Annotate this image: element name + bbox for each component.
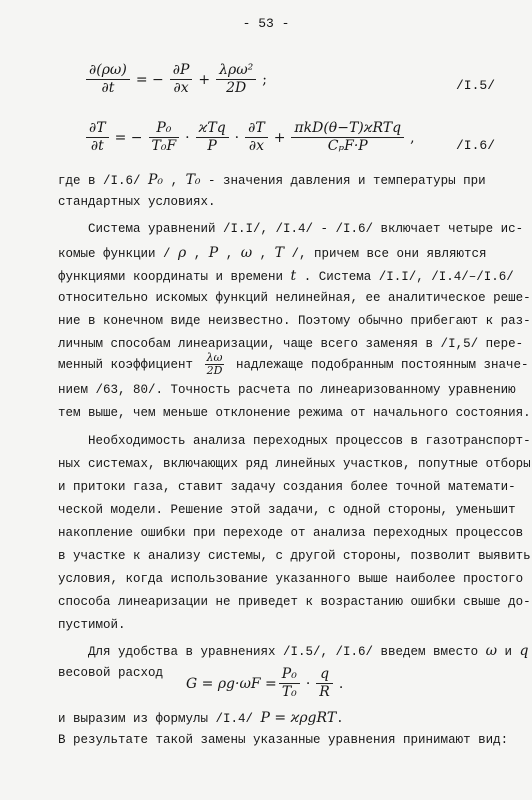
text-line-3: Система уравнений /I.I/, /I.4/ - /I.6/ включает четыре ис- xyxy=(58,222,524,236)
text-line-1: где в /I.6/ P₀ , T₀ - значения давления и температуры при xyxy=(58,172,486,188)
text-line-14: и притоки газа, ставит задачу создания более точной математи- xyxy=(58,480,516,494)
text-line-10: нием /63, 80/. Точность расчета по линеаризованному уравнению xyxy=(58,383,516,397)
eq6-term3: $\frac{\partial T}{\partial x}$ xyxy=(245,120,268,155)
text-line-15: ческой модели. Решение этой задачи, с одной стороны, уменьшит xyxy=(58,503,516,517)
equation-i5-ref: /I.5/ xyxy=(456,78,496,93)
text-line-13: ных системах, включающих ряд линейных участков, попутные отборы xyxy=(58,457,531,471)
text-line-4: комые функции / ρ , P , ω , T /, причем все они являются xyxy=(58,245,487,261)
text-line-18: условия, когда использование указанного выше наиболее простого xyxy=(58,572,524,586)
eqg-frac1: $\frac{\text{P₀}}{\text{T₀}}$ xyxy=(279,666,300,701)
eq5-term2: $\frac{\text{λρω²}}{2D}$ xyxy=(216,62,256,97)
text-line-16: накопление ошибки при переходе от анализа переходных процессов xyxy=(58,526,524,540)
equation-i6-ref: /I.6/ xyxy=(456,138,496,153)
text-line-11: тем выше, чем меньше отклонение режима от начального состояния. xyxy=(58,406,531,420)
text-line-12: Необходимость анализа переходных процессов в газотранспорт- xyxy=(58,434,531,448)
text-line-19: способа линеаризации не приведет к возрастанию ошибки свыше до- xyxy=(58,595,531,609)
text-line-17: в участке к анализу системы, с другой стороны, позволит выявить xyxy=(58,549,531,563)
eq6-term2: $\frac{\text{ϰTq}}{P}$ xyxy=(196,120,229,155)
page-number: - 53 - xyxy=(242,16,290,31)
text-line-24: В результате такой замены указанные уравнения принимают вид: xyxy=(58,733,509,747)
text-line-20: пустимой. xyxy=(58,618,126,632)
equation-g: G = ρg·ωF = $\frac{\text{P₀}}{\text{T₀}}$ · $\frac{q}{R}$ . xyxy=(186,666,344,700)
eq6-term4: $\frac{\text{πkD(θ−T)ϰRTq}}{\text{CₚF·P}}$ xyxy=(291,120,404,155)
text-line-6: относительно искомых функций нелинейная, ее аналитическое реше- xyxy=(58,291,531,305)
inline-fraction: $\frac{\lambda\omega}{2D}$ xyxy=(206,351,223,377)
text-line-7: ние в конечном виде неизвестно. Поэтому обычно прибегают к раз- xyxy=(58,314,531,328)
equation-i6: $\frac{\partial T}{\partial t}$ = − $\frac{\text{P₀}}{\text{T₀F}}$ · $\frac{\text{ϰTq}}{P}$ · $\frac{\partial T}{\partial x}$ + $\frac{\text{πkD(θ−T)ϰRTq}}{\text{CₚF·P}}$ , xyxy=(84,120,419,155)
equation-i5: $\frac{\partial(\rho\omega)}{\partial t}$ = − $\frac{\partial P}{\partial x}$ + $\frac{\text{λρω²}}{2D}$ ; xyxy=(84,62,271,97)
text-line-5: функциями координаты и времени t . Система /I.I/, /I.4/–/I.6/ xyxy=(58,268,514,284)
eq6-term1: $\frac{\text{P₀}}{\text{T₀F}}$ xyxy=(149,120,180,155)
text-line-2: стандартных условиях. xyxy=(58,195,216,209)
eq5-lhs: $\frac{\partial(\rho\omega)}{\partial t}$ xyxy=(86,62,130,97)
text-line-21: Для удобства в уравнениях /I.5/, /I.6/ введем вместо ω и q xyxy=(58,643,529,659)
eq6-lhs: $\frac{\partial T}{\partial t}$ xyxy=(86,120,109,155)
eqg-frac2: $\frac{q}{R}$ xyxy=(316,666,333,701)
text-line-22: весовой расход xyxy=(58,666,164,680)
text-line-23: и выразим из формулы /I.4/ P = ϰρgRT. xyxy=(58,710,344,726)
text-line-8: личным способам линеаризации, чаще всего заменяя в /I,5/ пере- xyxy=(58,337,524,351)
text-line-9: менный коэффициент $\frac{\lambda\omega}{2D}$ надлежаще подобранным постоянным значе- xyxy=(58,351,529,377)
eq5-term1: $\frac{\partial P}{\partial x}$ xyxy=(170,62,193,97)
